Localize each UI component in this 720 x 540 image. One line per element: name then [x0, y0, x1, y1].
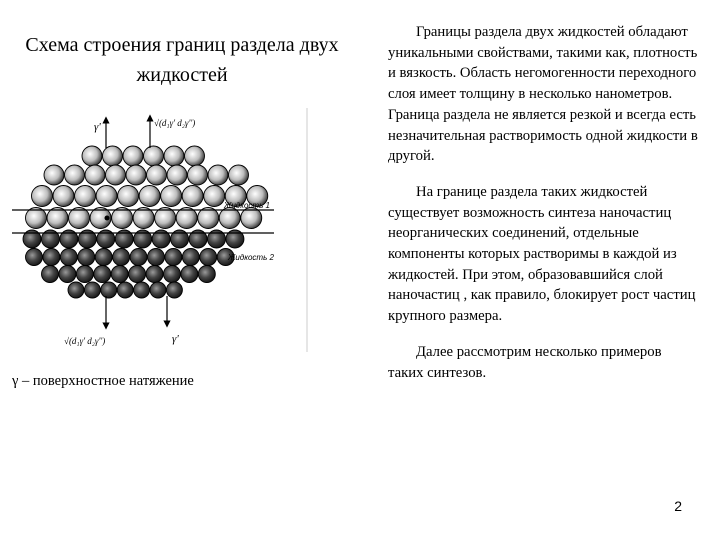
liquid-1-molecule: [188, 165, 208, 185]
liquid-2-molecule: [76, 266, 93, 283]
liquid-2-label: Жидкость 2: [228, 253, 274, 262]
figure-caption: γ – поверхностное натяжение: [12, 373, 194, 389]
interface-diagram: [12, 100, 312, 360]
liquid-2-molecule: [166, 282, 182, 298]
liquid-2-molecule: [147, 249, 164, 266]
liquid-2-molecule: [117, 282, 133, 298]
marked-molecule-dot: [105, 216, 110, 221]
liquid-2-molecule: [198, 266, 215, 283]
liquid-2-molecule: [163, 266, 180, 283]
liquid-2-molecule: [43, 249, 60, 266]
liquid-2-molecule: [200, 249, 217, 266]
liquid-1-molecule: [75, 186, 96, 207]
liquid-2-molecule: [84, 282, 100, 298]
molecule-spheres: [23, 146, 268, 298]
liquid-1-molecule: [229, 165, 249, 185]
liquid-2-molecule: [129, 266, 146, 283]
liquid-1-molecule: [118, 186, 139, 207]
liquid-1-molecule: [85, 165, 105, 185]
liquid-1-molecule: [204, 186, 225, 207]
gamma-label-bottom-left: √(d₁γ' d₂γ''): [64, 336, 106, 346]
liquid-2-molecule: [134, 282, 150, 298]
paragraph-3: Далее рассмотрим несколько примеров таких синтезов.: [388, 343, 662, 381]
liquid-2-molecule: [146, 266, 163, 283]
paragraph-1: Границы раздела двух жидкостей обладают уникальными свойствами, такими как, плотность и вязкость. Область негомогенности переходного слоя имеет толщину в несколько нанометров. Граница раздела не является резкой и всегда есть незначительная растворимость одной жидкости в другой.: [388, 24, 698, 165]
liquid-1-molecule: [185, 146, 205, 166]
liquid-1-molecule: [126, 165, 146, 185]
liquid-1-molecule: [103, 146, 123, 166]
liquid-1-molecule: [123, 146, 143, 166]
liquid-1-label: Жидкость 1: [224, 201, 270, 210]
liquid-2-molecule: [101, 282, 117, 298]
gamma-label-top-right: √(d₁γ' d₂γ''): [154, 118, 196, 128]
liquid-1-molecule: [53, 186, 74, 207]
liquid-2-molecule: [68, 282, 84, 298]
liquid-2-molecule: [130, 249, 147, 266]
slide-title: Схема строения границ раздела двух жидкостей: [25, 34, 339, 86]
liquid-1-molecule: [139, 186, 160, 207]
liquid-2-molecule: [150, 282, 166, 298]
interface-diagram-svg: [12, 100, 312, 360]
liquid-1-molecule: [161, 186, 182, 207]
liquid-1-molecule: [167, 165, 187, 185]
liquid-2-molecule: [26, 249, 43, 266]
liquid-1-molecule: [82, 146, 102, 166]
liquid-1-molecule: [96, 186, 117, 207]
body-text: [388, 22, 698, 398]
liquid-2-molecule: [60, 249, 77, 266]
liquid-2-molecule: [113, 249, 130, 266]
liquid-2-molecule: [94, 266, 111, 283]
liquid-1-molecule: [65, 165, 85, 185]
liquid-2-molecule: [182, 249, 199, 266]
gamma-label-top-left: γ': [94, 121, 101, 133]
liquid-2-molecule: [111, 266, 128, 283]
liquid-1-molecule: [147, 165, 167, 185]
liquid-2-molecule: [59, 266, 76, 283]
liquid-1-molecule: [164, 146, 184, 166]
liquid-1-molecule: [208, 165, 228, 185]
liquid-2-molecule: [42, 266, 59, 283]
liquid-2-molecule: [165, 249, 182, 266]
page-number: 2: [674, 498, 682, 514]
paragraph-2: На границе раздела таких жидкостей существует возможность синтеза наночастиц неорганических соединений, отдельные компоненты которых растворимы в каждой из жидкостей. При этом, образовавшийся слой наночастиц , как правило, блокирует рост частиц крупного размера.: [388, 183, 696, 325]
gamma-label-bottom-right: γ': [172, 333, 179, 345]
liquid-1-molecule: [44, 165, 64, 185]
liquid-2-molecule: [95, 249, 112, 266]
liquid-1-molecule: [144, 146, 164, 166]
liquid-1-molecule: [182, 186, 203, 207]
liquid-1-molecule: [32, 186, 53, 207]
liquid-2-molecule: [78, 249, 95, 266]
liquid-1-molecule: [106, 165, 126, 185]
liquid-2-molecule: [181, 266, 198, 283]
